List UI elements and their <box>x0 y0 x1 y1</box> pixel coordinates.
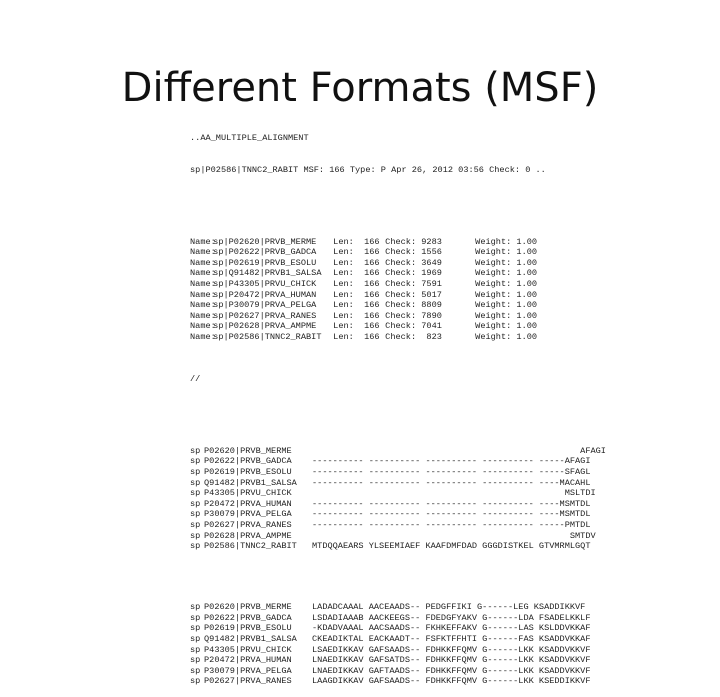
msf-spacer <box>190 197 715 205</box>
sequence-id: sp|Q91482|PRVB1_SALSA <box>213 268 322 279</box>
sequence-checksum: Check: 1556 <box>385 247 442 258</box>
sequence-row <box>190 456 715 467</box>
sequence-row <box>190 520 715 531</box>
sequence-residues: LSAEDIKKAV GAFSAADS-- FDHKKFFQMV G------LKK KSADDVKKVF <box>312 644 591 655</box>
sequence-source: sp <box>190 655 201 666</box>
sequence-length: Len: 166 <box>333 300 380 311</box>
sequence-residues: ---------- ---------- ---------- ---------- ----MSMTDL <box>312 498 591 509</box>
sequence-row <box>190 478 715 489</box>
sequence-source: sp <box>190 477 201 488</box>
sequence-id: sp|P02628|PRVA_AMPME <box>213 321 317 332</box>
sequence-row <box>190 602 715 613</box>
sequence-residues: LNAEDIKKAV GAFTAADS-- FDHKKFFQMV G------LKK KSADDVKKVF <box>312 665 591 676</box>
sequence-length: Len: 166 <box>333 247 380 258</box>
msf-name-line <box>190 332 715 343</box>
msf-name-line <box>190 247 715 258</box>
sequence-checksum: Check: 5017 <box>385 289 442 300</box>
sequence-id: Q91482|PRVB1_SALSA <box>204 477 297 488</box>
sequence-source: sp <box>190 456 201 467</box>
sequence-id: P20472|PRVA_HUMAN <box>204 655 292 666</box>
sequence-id: P02627|PRVA_RANES <box>204 676 292 687</box>
sequence-source: sp <box>190 623 201 634</box>
msf-name-line <box>190 311 715 322</box>
msf-name-block <box>190 237 715 343</box>
name-label: Name: <box>190 331 216 342</box>
msf-spacer <box>190 406 715 414</box>
sequence-checksum: Check: 7041 <box>385 321 442 332</box>
sequence-residues: ---------- ---------- ---------- ---------- -----PMTDL <box>312 519 591 530</box>
msf-name-line <box>190 290 715 301</box>
sequence-residues: LNAEDIKKAV GAFSATDS-- FDHKKFFQMV G------LKK KSADDVKKVF <box>312 655 591 666</box>
sequence-source: sp <box>190 519 201 530</box>
sequence-row <box>190 613 715 624</box>
sequence-source: sp <box>190 509 201 520</box>
sequence-id: sp|P43305|PRVU_CHICK <box>213 278 317 289</box>
name-label: Name: <box>190 268 216 279</box>
sequence-id: P02619|PRVB_ESOLU <box>204 623 292 634</box>
sequence-id: P30079|PRVA_PELGA <box>204 509 292 520</box>
sequence-checksum: Check: 1969 <box>385 268 442 279</box>
sequence-residues: ---------- ---------- ---------- ---------- ----MSMTDL <box>312 509 591 520</box>
msf-name-line <box>190 300 715 311</box>
sequence-length: Len: 166 <box>333 331 380 342</box>
sequence-id: P43305|PRVU_CHICK <box>204 644 292 655</box>
sequence-id: P02620|PRVB_MERME <box>204 445 292 456</box>
sequence-row <box>190 634 715 645</box>
sequence-row <box>190 446 715 457</box>
sequence-residues: CKEADIKTAL EACKAADT-- FSFKTFFHTI G------FAS KSADDVKKAF <box>312 633 591 644</box>
sequence-length: Len: 166 <box>333 278 380 289</box>
msf-name-line <box>190 321 715 332</box>
name-label: Name: <box>190 310 216 321</box>
sequence-id: P02627|PRVA_RANES <box>204 519 292 530</box>
sequence-source: sp <box>190 602 201 613</box>
sequence-source: sp <box>190 644 201 655</box>
sequence-id: sp|P02627|PRVA_RANES <box>213 310 317 321</box>
sequence-length: Len: 166 <box>333 268 380 279</box>
sequence-weight: Weight: 1.00 <box>475 331 538 342</box>
msf-name-line <box>190 237 715 248</box>
sequence-id: P02622|PRVB_GADCA <box>204 456 292 467</box>
sequence-id: P43305|PRVU_CHICK <box>204 488 292 499</box>
sequence-row <box>190 467 715 478</box>
sequence-checksum: Check: 8809 <box>385 300 442 311</box>
name-label: Name: <box>190 257 216 268</box>
sequence-row <box>190 655 715 666</box>
msf-alignment-text <box>190 112 715 697</box>
name-label: Name: <box>190 236 216 247</box>
sequence-source: sp <box>190 541 201 552</box>
name-label: Name: <box>190 247 216 258</box>
msf-sequence-block-1 <box>190 446 715 552</box>
sequence-source: sp <box>190 467 201 477</box>
msf-header-line: ..AA_MULTIPLE_ALIGNMENT <box>190 133 309 144</box>
sequence-checksum: Check: 3649 <box>385 257 442 268</box>
sequence-id: sp|P02619|PRVB_ESOLU <box>213 257 317 268</box>
sequence-id: sp|P02586|TNNC2_RABIT <box>213 331 322 342</box>
sequence-residues: AFAGI <box>312 445 606 456</box>
sequence-source: sp <box>190 665 201 676</box>
sequence-residues: SMTDV <box>312 530 596 541</box>
name-label: Name: <box>190 300 216 311</box>
sequence-length: Len: 166 <box>333 321 380 332</box>
sequence-residues: LAAGDIKKAV GAFSAADS-- FDHKKFFQMV G------LKK KSEDDIKKVF <box>312 676 591 687</box>
sequence-id: P20472|PRVA_HUMAN <box>204 498 292 509</box>
sequence-source: sp <box>190 488 201 499</box>
slide-title: Different Formats (MSF) <box>121 65 599 111</box>
sequence-length: Len: 166 <box>333 310 380 321</box>
sequence-weight: Weight: 1.00 <box>475 289 538 300</box>
sequence-row <box>190 666 715 677</box>
sequence-checksum: Check: 7890 <box>385 310 442 321</box>
sequence-id: P30079|PRVA_PELGA <box>204 665 292 676</box>
sequence-weight: Weight: 1.00 <box>475 268 538 279</box>
sequence-source: sp <box>190 676 201 687</box>
sequence-id: P02622|PRVB_GADCA <box>204 612 292 623</box>
sequence-residues: LSDADIAAAB AACKEEGS-- FDEDGFYAKV G------LDA FSADELKKLF <box>312 612 591 623</box>
sequence-row <box>190 623 715 634</box>
msf-sequence-block-2 <box>190 602 715 687</box>
sequence-id: P02619|PRVB_ESOLU <box>204 467 292 477</box>
sequence-weight: Weight: 1.00 <box>475 300 538 311</box>
msf-name-line <box>190 279 715 290</box>
sequence-id: P02586|TNNC2_RABIT <box>204 541 297 552</box>
sequence-source: sp <box>190 612 201 623</box>
sequence-id: Q91482|PRVB1_SALSA <box>204 633 297 644</box>
name-label: Name: <box>190 278 216 289</box>
msf-separator: // <box>190 374 201 385</box>
sequence-weight: Weight: 1.00 <box>475 321 538 332</box>
sequence-id: sp|P30079|PRVA_PELGA <box>213 300 317 311</box>
sequence-row <box>190 645 715 656</box>
sequence-row <box>190 541 715 552</box>
msf-header-line: sp|P02586|TNNC2_RABIT MSF: 166 Type: P Apr 26, 2012 03:56 Check: 0 .. <box>190 164 546 175</box>
sequence-source: sp <box>190 530 201 541</box>
sequence-checksum: Check: 823 <box>385 331 442 342</box>
sequence-id: sp|P02620|PRVB_MERME <box>213 236 317 247</box>
sequence-id: sp|P02622|PRVB_GADCA <box>213 247 317 258</box>
msf-spacer <box>190 573 715 581</box>
sequence-source: sp <box>190 498 201 509</box>
sequence-source: sp <box>190 445 201 456</box>
name-label: Name: <box>190 289 216 300</box>
sequence-weight: Weight: 1.00 <box>475 247 538 258</box>
sequence-weight: Weight: 1.00 <box>475 257 538 268</box>
sequence-weight: Weight: 1.00 <box>475 278 538 289</box>
sequence-residues: ---------- ---------- ---------- ---------- -----AFAGI <box>312 456 591 467</box>
msf-name-line <box>190 268 715 279</box>
sequence-length: Len: 166 <box>333 257 380 268</box>
sequence-residues: ---------- ---------- ---------- ---------- -----SFAGL <box>312 467 591 477</box>
sequence-id: P02628|PRVA_AMPME <box>204 530 292 541</box>
sequence-row <box>190 499 715 510</box>
sequence-length: Len: 166 <box>333 236 380 247</box>
name-label: Name: <box>190 321 216 332</box>
sequence-residues: MTDQQAEARS YLSEEMIAEF KAAFDMFDAD GGGDISTKEL GTVMRMLGQT <box>312 541 591 552</box>
sequence-residues: MSLTDI <box>312 488 596 499</box>
sequence-checksum: Check: 7591 <box>385 278 442 289</box>
sequence-checksum: Check: 9283 <box>385 236 442 247</box>
sequence-residues: -KDADVAAAL AACSAADS-- FKHKEFFAKV G------LAS KSLDDVKKAF <box>312 623 591 634</box>
sequence-row <box>190 509 715 520</box>
sequence-residues: ---------- ---------- ---------- ---------- ----MACAHL <box>312 477 591 488</box>
sequence-row <box>190 488 715 499</box>
sequence-source: sp <box>190 633 201 644</box>
sequence-residues: LADADCAAAL AACEAADS-- PEDGFFIKI G------LEG KSADDIKKVF <box>312 602 586 613</box>
sequence-id: sp|P20472|PRVA_HUMAN <box>213 289 317 300</box>
sequence-length: Len: 166 <box>333 289 380 300</box>
sequence-id: P02620|PRVB_MERME <box>204 602 292 613</box>
sequence-weight: Weight: 1.00 <box>475 310 538 321</box>
sequence-row <box>190 676 715 687</box>
sequence-weight: Weight: 1.00 <box>475 236 538 247</box>
msf-name-line <box>190 258 715 269</box>
